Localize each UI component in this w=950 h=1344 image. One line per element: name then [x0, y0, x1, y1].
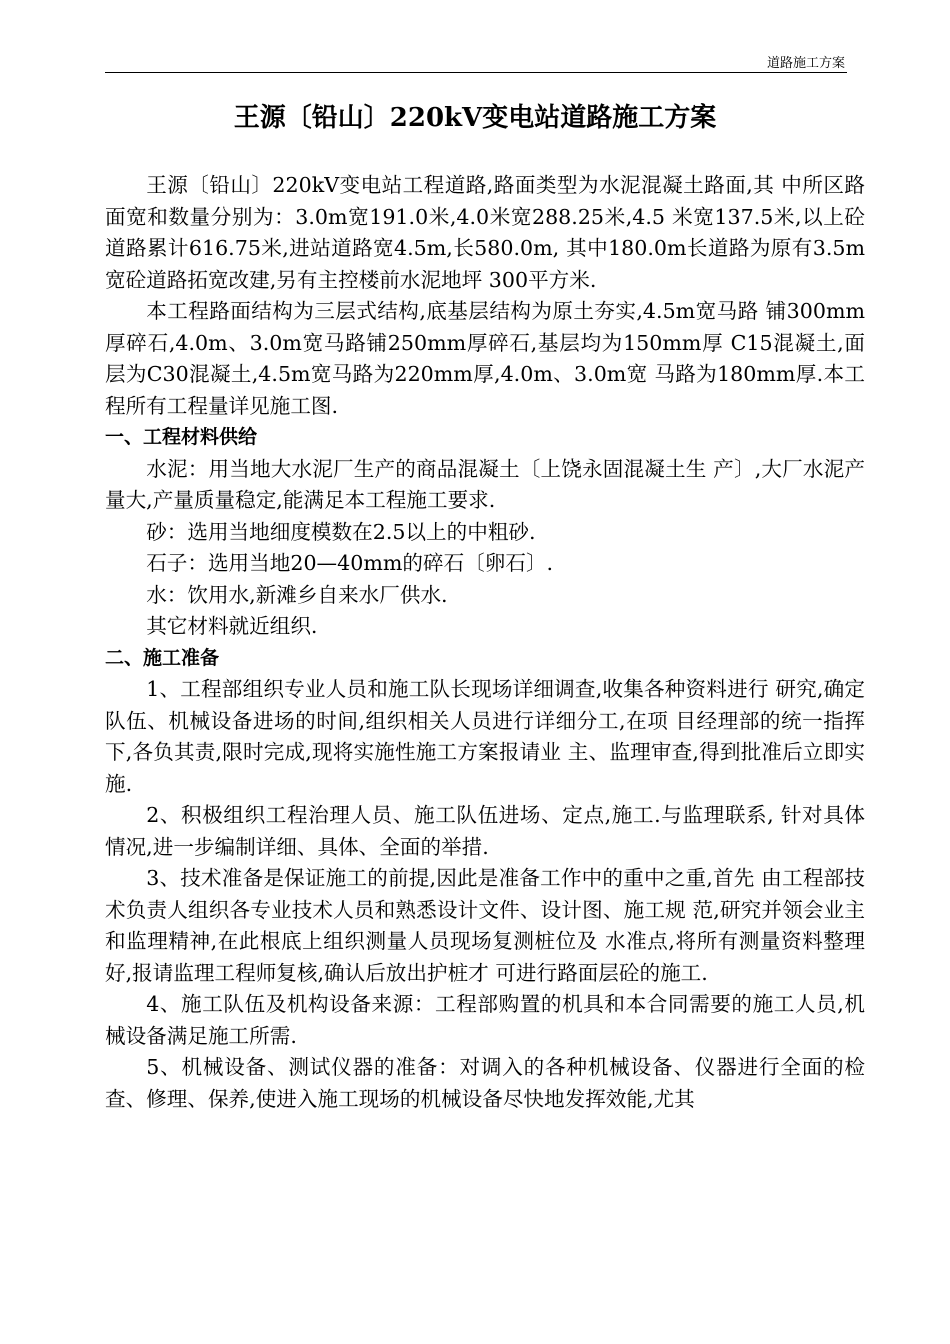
paragraph-water: 水：饮用水,新滩乡自来水厂供水. — [146, 582, 448, 607]
paragraph-sand: 砂：选用当地细度模数在2.5以上的中粗砂. — [146, 519, 536, 544]
section-heading-materials: 一、工程材料供给 — [105, 426, 258, 448]
paragraph-structure: 本工程路面结构为三层式结构,底基层结构为原土夯实,4.5m宽马路 铺300mm厚碎石,4.0m、3.0m宽马路铺250mm厚碎石,基层均为150mm厚 C15混凝土,面层为C30混凝土,4.5m宽马路为220mm厚,4.0m、3.0m宽 马路为180mm厚.本工程所有工程量详见施工图. — [105, 299, 865, 418]
paragraph-prep-1: 1、工程部组织专业人员和施工队长现场详细调查,收集各种资料进行 研究,确定队伍、机械设备进场的时间,组织相关人员进行详细分工,在项 目经理部的统一指挥下,各负其责,限时完成,现将实施性施工方案报请业 主、监理审查,得到批准后立即实施. — [105, 677, 865, 796]
paragraph-cement: 水泥：用当地大水泥厂生产的商品混凝土〔上饶永固混凝土生 产〕,大厂水泥产量大,产量质量稳定,能满足本工程施工要求. — [105, 456, 865, 512]
document-title: 王源〔铅山〕220kV变电站道路施工方案 — [233, 103, 717, 133]
document-body — [105, 170, 865, 1115]
section-heading-preparation: 二、施工准备 — [105, 646, 220, 669]
paragraph-prep-2: 2、积极组织工程治理人员、施工队伍进场、定点,施工.与监理联系, 针对具体情况,进一步编制详细、具体、全面的举措. — [105, 803, 865, 859]
paragraph-prep-5: 5、机械设备、测试仪器的准备：对调入的各种机械设备、仪器进行全面的检查、修理、保养,使进入施工现场的机械设备尽快地发挥效能,尤其 — [105, 1055, 865, 1111]
header-divider — [105, 72, 847, 73]
paragraph-prep-4: 4、施工队伍及机构设备来源：工程部购置的机具和本合同需要的施工人员,机械设备满足施工所需. — [105, 992, 865, 1048]
running-header: 道路施工方案 — [766, 56, 845, 71]
paragraph-prep-3: 3、技术准备是保证施工的前提,因此是准备工作中的重中之重,首先 由工程部技术负责人组织各专业技术人员和熟悉设计文件、设计图、施工规 范,研究并领会业主和监理精神,在此根底上组织测量人员现场复测桩位及 水准点,将所有测量资料整理好,报请监理工程师复核,确认后放出护桩才 可进行路面层砼的施工. — [105, 866, 865, 985]
paragraph-overview: 王源〔铅山〕220kV变电站工程道路,路面类型为水泥混凝土路面,其 中所区路面宽和数量分别为：3.0m宽191.0米,4.0米宽288.25米,4.5 米宽137.5米,以上砼道路累计616.75米,进站道路宽4.5m,长580.0m, 其中180.0m长道路为原有3.5m宽砼道路拓宽改建,另有主控楼前水泥地坪 300平方米. — [105, 173, 865, 292]
paragraph-other-materials: 其它材料就近组织. — [146, 614, 318, 638]
paragraph-stone: 石子：选用当地20—40mm的碎石〔卵石〕. — [146, 551, 554, 575]
